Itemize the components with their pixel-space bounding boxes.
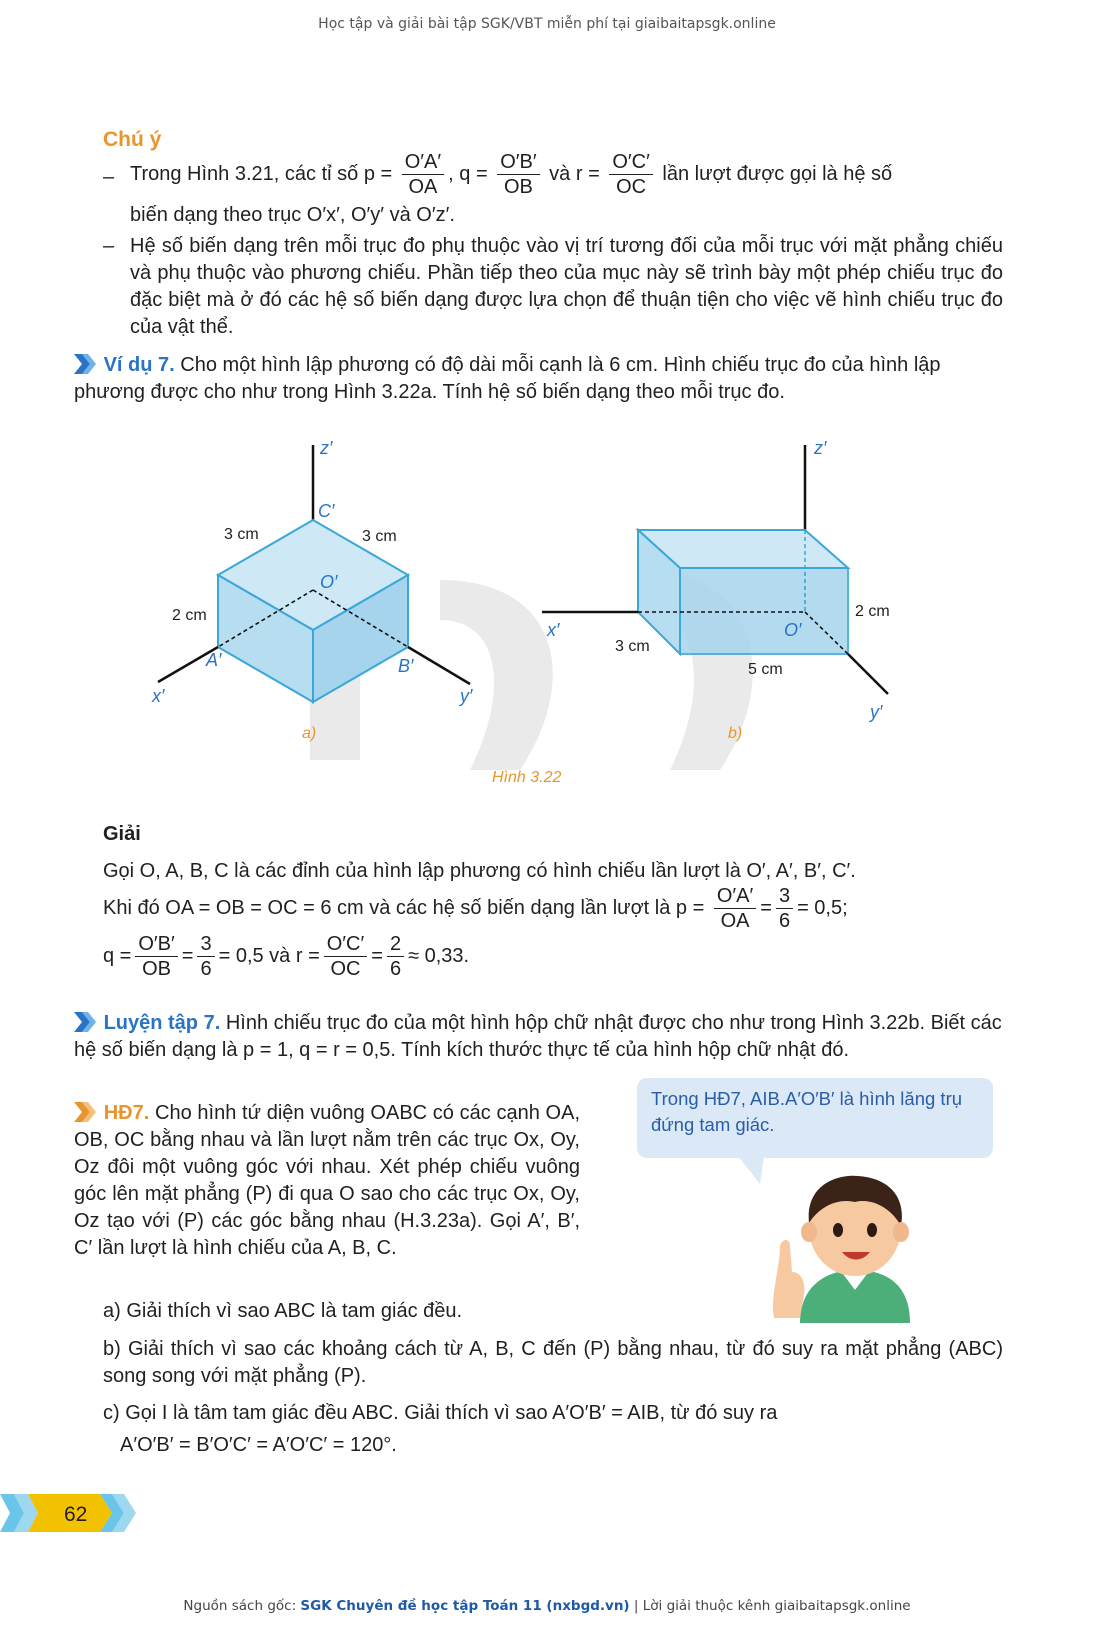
fig-a-edge-3: 2 cm	[172, 607, 207, 624]
fig-a-edge-1: 3 cm	[224, 526, 259, 543]
chevron-icon	[74, 1012, 98, 1032]
fig-a-y-label: y′	[460, 686, 473, 706]
fig-b-x-label: x′	[547, 620, 560, 640]
figure-a-cube	[151, 440, 473, 742]
page-number-badge	[0, 1494, 140, 1532]
fig-a-label: a)	[302, 725, 317, 742]
fig-b-o-label: O′	[784, 620, 802, 640]
example-text: Cho một hình lập phương có độ dài mỗi cạnh là 6 cm. Hình chiếu trục đo của hình lập phương được cho như trong Hình 3.22a. Tính hệ số biến dạng theo mỗi trục đo.	[74, 354, 941, 403]
fraction-p: $\frac{O'A'}{OA}$	[402, 150, 444, 199]
example-7	[74, 352, 1003, 406]
fig-b-edge-1: 2 cm	[855, 603, 890, 620]
fig-b-edge-2: 3 cm	[615, 638, 650, 655]
footer-book-link[interactable]: SGK Chuyên đề học tập Toán 11 (nxbgd.vn)	[300, 1598, 630, 1614]
page-number: 62	[64, 1503, 88, 1526]
note-item1-text-c: biến dạng theo trục O′x′, O′y′ và O′z′.	[130, 204, 455, 226]
fig-a-edge-2: 3 cm	[362, 528, 397, 545]
solution-line-3: q = $\frac{O'B'}{OB}$ = $\frac{3}{6}$ = 0,5 và r = $\frac{O'C'}{OC}$ = $\frac{2}{6}$ ≈ 0,33.	[103, 933, 470, 980]
fig-b-edge-3: 5 cm	[748, 661, 783, 678]
activity-text: Cho hình tứ diện vuông OABC có các cạnh OA, OB, OC bằng nhau và lần lượt nằm trên các trục Ox, Oy, Oz đôi một vuông góc với nhau. Xét phép chiếu vuông góc lên mặt phẳng (P) đi qua O sao cho các trục Ox, Oy, Oz tạo với (P) các góc bằng nhau (H.3.23a). Gọi A′, B′, C′ lần lượt là hình chiếu của A, B, C.	[74, 1102, 581, 1259]
chevron-icon	[74, 1102, 98, 1122]
fig-a-a-label: A′	[206, 650, 222, 670]
page-footer: Nguồn sách gốc: SGK Chuyên đề học tập Toán 11 (nxbgd.vn) | Lời giải thuộc kênh giaibaitapsgk.online	[183, 1598, 911, 1614]
fig-b-z-label: z′	[814, 440, 827, 458]
fraction-r: $\frac{O'C'}{OC}$	[609, 150, 653, 199]
fraction-q: $\frac{O'B'}{OB}$	[497, 150, 539, 199]
activity-item-b: b) Giải thích vì sao các khoảng cách từ A, B, C đến (P) bằng nhau, từ đó suy ra mặt phẳng (ABC) song song với mặt phẳng (P).	[103, 1338, 1003, 1387]
solution-line-1: Gọi O, A, B, C là các đỉnh của hình lập phương có hình chiếu lần lượt là O′, A′, B′, C′.	[103, 860, 856, 882]
practice-7	[74, 1010, 1003, 1064]
fig-a-b-label: B′	[398, 656, 414, 676]
solution-title: Giải	[103, 823, 141, 845]
practice-text: Hình chiếu trục đo của một hình hộp chữ nhật được cho như trong Hình 3.22b. Biết các hệ số biến dạng là p = 1, q = r = 0,5. Tính kích thước thực tế của hình hộp chữ nhật đó.	[74, 1012, 1002, 1061]
activity-item-a: a) Giải thích vì sao ABC là tam giác đều.	[103, 1300, 463, 1322]
practice-label: Luyện tập 7.	[103, 1012, 221, 1034]
solution-line-2: Khi đó OA = OB = OC = 6 cm và các hệ số biến dạng lần lượt là p = $\frac{O'A'}{OA}$ = $\frac{3}{6}$ = 0,5;	[103, 885, 848, 932]
activity-7	[74, 1100, 580, 1262]
page-header: Học tập và giải bài tập SGK/VBT miễn phí tại giaibaitapsgk.online	[318, 16, 776, 32]
fig-a-o-label: O′	[320, 572, 338, 592]
chevron-icon	[74, 354, 98, 374]
fig-b-label: b)	[728, 725, 743, 742]
figure-3-22	[140, 440, 960, 810]
note-item1-text-a: Trong Hình 3.21, các tỉ số p =	[130, 163, 393, 185]
activity-label: HĐ7.	[103, 1102, 150, 1124]
activity-item-c1: c) Gọi I là tâm tam giác đều ABC. Giải thích vì sao A′O′B′ = AIB, từ đó suy ra	[103, 1402, 778, 1424]
fig-a-c-label: C′	[318, 501, 335, 521]
note-title: Chú ý	[103, 128, 162, 151]
example-label: Ví dụ 7.	[103, 354, 175, 376]
activity-item-c2: A′O′B′ = B′O′C′ = A′O′C′ = 120°.	[120, 1434, 397, 1456]
fig-b-y-label: y′	[870, 702, 883, 722]
fig-a-z-label: z′	[320, 440, 333, 458]
hint-bubble: Trong HĐ7, AIB.A′O′B′ là hình lăng trụ đứng tam giác.	[637, 1078, 993, 1158]
fig-a-x-label: x′	[152, 686, 165, 706]
figure-caption: Hình 3.22	[492, 769, 562, 786]
